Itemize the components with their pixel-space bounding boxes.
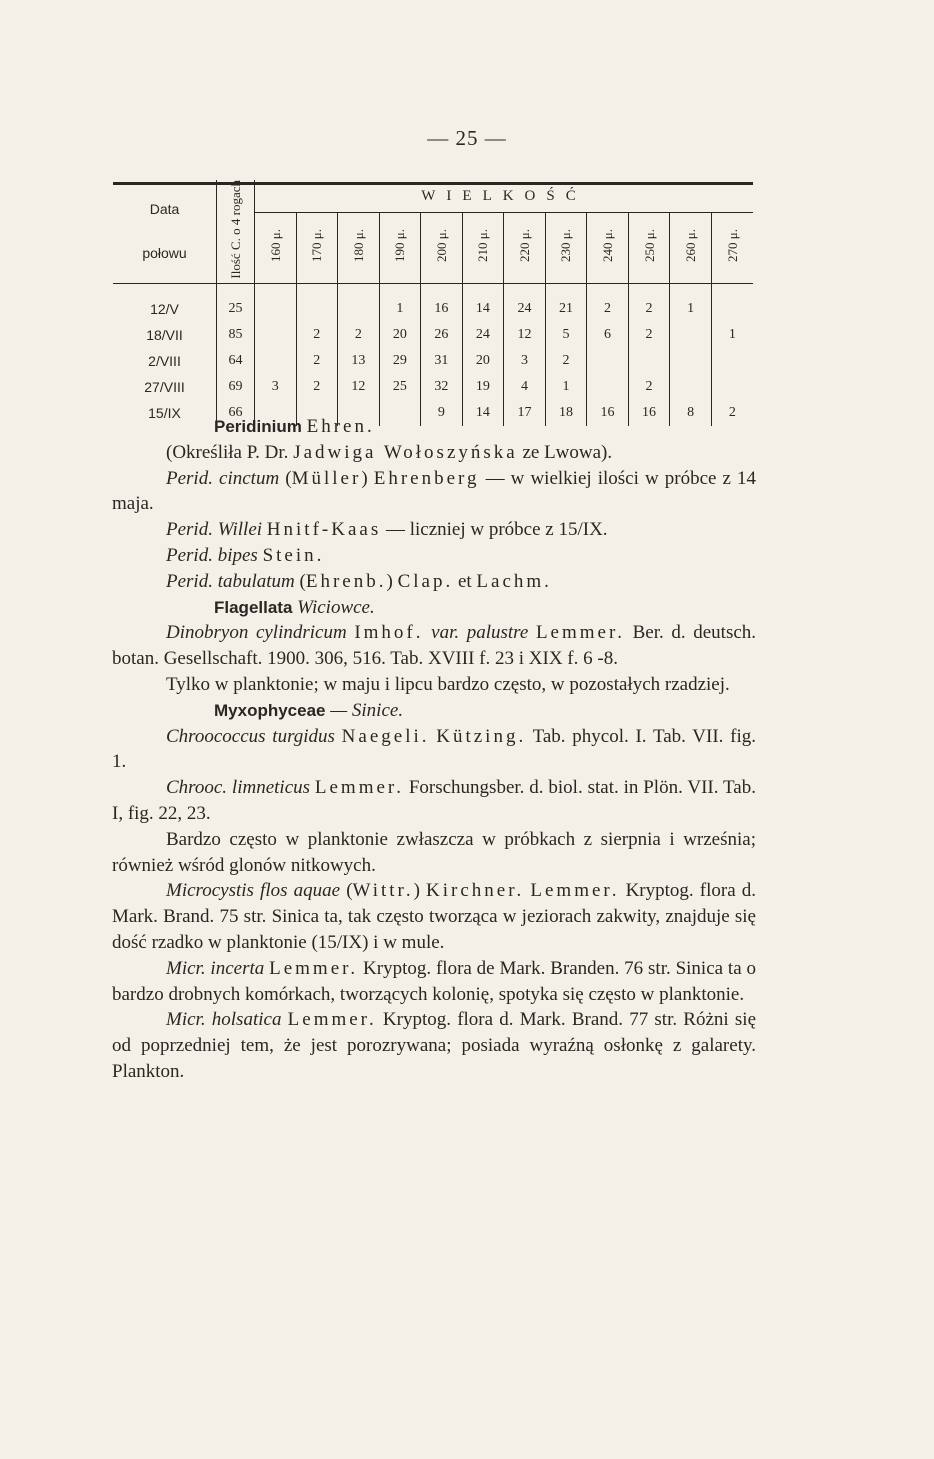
size-value-cell: 2 xyxy=(711,400,753,426)
paragraph: Perid. Willei Hnitf-Kaas — liczniej w próbce z 15/IX. xyxy=(166,519,608,541)
count-cell: 85 xyxy=(217,322,255,348)
paragraph: Chroococcus turgidus Naegeli. Kützing. Tab. phycol. I. Tab. VII. fig. 1. xyxy=(112,725,756,773)
date-cell: 2/VIII xyxy=(148,352,181,369)
size-value-cell: 29 xyxy=(379,348,421,374)
size-value-cell xyxy=(255,283,297,322)
paragraph: (Określiła P. Dr. Jadwiga Wołoszyńska ze Lwowa). xyxy=(166,441,613,463)
date-header-line1: Data xyxy=(149,201,180,218)
size-value-cell: 25 xyxy=(379,374,421,400)
heading-flagellata: Flagellata Wiciowce. xyxy=(214,596,375,618)
paragraph: Dinobryon cylindricum Imhof. var. palustre Lemmer. Ber. d. deutsch. botan. Gesellschaft. 1900. 306, 516. Tab. XVIII f. 23 i XIX f. 6 -8. xyxy=(112,622,757,670)
size-column-header xyxy=(628,213,670,283)
size-value-cell: 3 xyxy=(255,374,297,400)
size-value-cell: 5 xyxy=(545,322,587,348)
size-column-label: 200 μ. xyxy=(433,229,449,263)
size-value-cell: 1 xyxy=(545,374,587,400)
size-value-cell: 2 xyxy=(338,322,380,348)
size-column-label: 160 μ. xyxy=(267,229,283,263)
count-cell: 64 xyxy=(217,348,255,374)
date-cell: 27/VIII xyxy=(144,378,185,395)
count-header-label: Ilość C. o 4 rogach xyxy=(228,180,243,279)
size-value-cell: 2 xyxy=(628,283,670,322)
size-group-header: WIELKOŚĆ xyxy=(255,180,754,213)
paragraph: Micr. incerta Lemmer. Kryptog. flora de Mark. Branden. 76 str. Sinica ta o bardzo drobnych komórkach, tworzących kolonię, spotyka się często w planktonie. xyxy=(112,957,756,1005)
size-column-label: 190 μ. xyxy=(392,229,408,263)
size-value-cell: 32 xyxy=(421,374,463,400)
size-value-cell xyxy=(670,374,712,400)
count-cell: 66 xyxy=(217,400,255,426)
size-column-header xyxy=(421,213,463,283)
size-column-label: 260 μ. xyxy=(683,229,699,263)
size-value-cell xyxy=(670,322,712,348)
size-value-cell: 9 xyxy=(421,400,463,426)
paragraph: Perid. cinctum (Müller) Ehrenberg — w wielkiej ilości w próbce z 14 maja. xyxy=(112,467,757,515)
size-value-cell xyxy=(296,283,338,322)
size-table xyxy=(113,180,753,426)
date-cell: 12/V xyxy=(150,300,179,317)
date-header-line2: połowu xyxy=(142,245,187,262)
size-value-cell: 1 xyxy=(711,322,753,348)
size-value-cell: 12 xyxy=(338,374,380,400)
paragraph: Perid. tabulatum (Ehrenb.) Clap. et Lachm. xyxy=(166,570,552,592)
size-value-cell: 3 xyxy=(504,348,546,374)
size-value-cell: 1 xyxy=(670,283,712,322)
size-value-cell: 24 xyxy=(462,322,504,348)
size-value-cell xyxy=(670,348,712,374)
count-column-header xyxy=(217,180,255,283)
table-row xyxy=(113,322,753,348)
size-value-cell: 2 xyxy=(587,283,629,322)
date-cell: 18/VII xyxy=(146,326,183,343)
size-value-cell: 21 xyxy=(545,283,587,322)
size-value-cell: 6 xyxy=(587,322,629,348)
size-value-cell xyxy=(255,348,297,374)
size-column-label: 180 μ. xyxy=(350,229,366,263)
size-value-cell: 18 xyxy=(545,400,587,426)
date-cell: 15/IX xyxy=(148,404,181,421)
size-value-cell: 20 xyxy=(462,348,504,374)
size-column-header xyxy=(296,213,338,283)
size-column-label: 210 μ. xyxy=(475,229,491,263)
size-value-cell: 24 xyxy=(504,283,546,322)
size-value-cell xyxy=(628,348,670,374)
size-value-cell: 16 xyxy=(587,400,629,426)
size-value-cell: 8 xyxy=(670,400,712,426)
table-row xyxy=(113,374,753,400)
size-value-cell: 2 xyxy=(545,348,587,374)
size-value-cell: 14 xyxy=(462,400,504,426)
heading-myxophyceae: Myxophyceae — Sinice. xyxy=(214,699,404,721)
size-value-cell: 1 xyxy=(379,283,421,322)
size-column-header xyxy=(670,213,712,283)
count-cell: 69 xyxy=(217,374,255,400)
size-value-cell: 4 xyxy=(504,374,546,400)
table-row xyxy=(113,283,753,322)
size-value-cell: 13 xyxy=(338,348,380,374)
size-value-cell: 31 xyxy=(421,348,463,374)
size-column-label: 250 μ. xyxy=(641,229,657,263)
size-value-cell: 16 xyxy=(421,283,463,322)
body-text xyxy=(112,414,756,1085)
heading-peridinium: Peridinium Ehren. xyxy=(214,416,375,437)
table-body xyxy=(113,283,753,426)
date-column-header xyxy=(113,180,217,283)
size-column-header xyxy=(462,213,504,283)
size-column-header xyxy=(338,213,380,283)
size-column-header xyxy=(545,213,587,283)
size-column-label: 230 μ. xyxy=(558,229,574,263)
paragraph: Bardzo często w planktonie zwłaszcza w próbkach z sierpnia i września; również wśród glonów nitkowych. xyxy=(112,828,756,876)
size-value-cell xyxy=(711,374,753,400)
size-value-cell: 2 xyxy=(296,348,338,374)
paragraph: Tylko w planktonie; w maju i lipcu bardzo często, w pozostałych rzadziej. xyxy=(166,673,730,695)
size-value-cell: 2 xyxy=(628,322,670,348)
size-value-cell: 19 xyxy=(462,374,504,400)
size-value-cell: 26 xyxy=(421,322,463,348)
size-value-cell: 12 xyxy=(504,322,546,348)
paragraph: Microcystis flos aquae (Wittr.) Kirchner. Lemmer. Kryptog. flora d. Mark. Brand. 75 str. Sinica ta, tak często tworząca w jeziorach zakwity, znajduje się dość rzadko w planktonie (15/IX) i w mule. xyxy=(112,880,757,953)
size-value-cell: 16 xyxy=(628,400,670,426)
size-value-cell: 20 xyxy=(379,322,421,348)
size-column-header xyxy=(255,213,297,283)
size-value-cell: 2 xyxy=(296,374,338,400)
size-value-cell xyxy=(711,348,753,374)
size-value-cell xyxy=(338,283,380,322)
size-value-cell: 2 xyxy=(296,322,338,348)
size-column-header xyxy=(587,213,629,283)
size-value-cell: 2 xyxy=(628,374,670,400)
size-value-cell: 14 xyxy=(462,283,504,322)
size-column-label: 220 μ. xyxy=(516,229,532,263)
paragraph: Micr. holsatica Lemmer. Kryptog. flora d. Mark. Brand. 77 str. Różni się od poprzedniej tem, że jest porozrywana; posiada wyraźną osłonkę z galarety. Plankton. xyxy=(112,1009,756,1082)
table-row xyxy=(113,348,753,374)
size-column-header xyxy=(379,213,421,283)
size-column-label: 270 μ. xyxy=(724,229,740,263)
count-cell: 25 xyxy=(217,283,255,322)
size-value-cell xyxy=(255,322,297,348)
size-value-cell xyxy=(711,283,753,322)
paragraph: Chrooc. limneticus Lemmer. Forschungsber. d. biol. stat. in Plön. VII. Tab. I, fig. 22, 23. xyxy=(112,777,756,824)
size-column-header xyxy=(504,213,546,283)
size-value-cell xyxy=(587,374,629,400)
size-column-label: 240 μ. xyxy=(600,229,616,263)
size-value-cell xyxy=(587,348,629,374)
size-column-label: 170 μ. xyxy=(309,229,325,263)
size-value-cell: 17 xyxy=(504,400,546,426)
paragraph: Perid. bipes Stein. xyxy=(166,544,325,566)
size-column-header xyxy=(711,213,753,283)
page-number: — 25 — xyxy=(427,126,507,150)
